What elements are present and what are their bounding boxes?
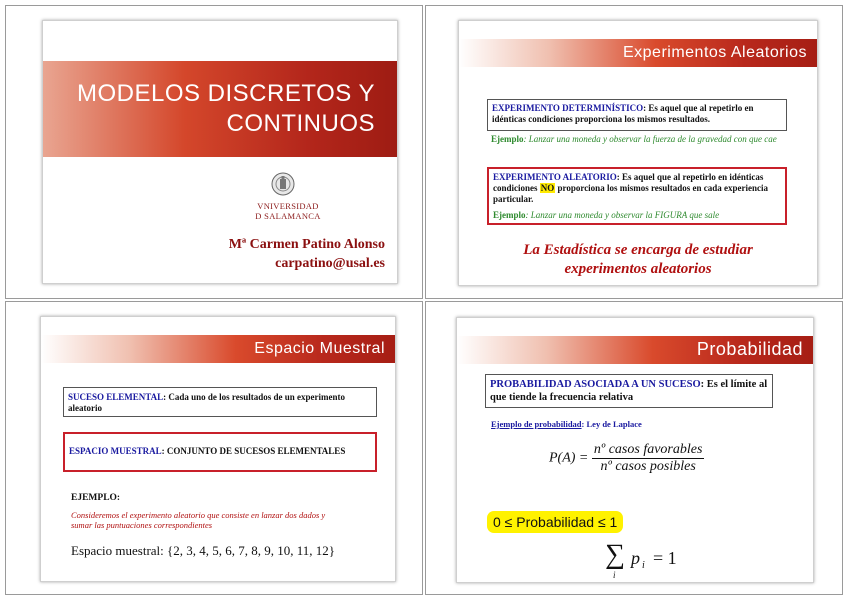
random-label: EXPERIMENTO ALEATORIO: [493, 172, 617, 182]
probabilidad-slide: [456, 317, 814, 583]
sum-subscript: i: [642, 560, 645, 571]
random-definition-box: [487, 167, 787, 225]
header-band: [459, 39, 817, 67]
title-line-1: MODELOS DISCRETOS Y: [76, 80, 375, 107]
deterministic-text: : Es aquel que al repetirlo en idénticas condiciones proporciona los mismos resultados.: [492, 103, 754, 124]
closing-statement: [479, 241, 797, 279]
deterministic-example: [491, 134, 787, 145]
author-block: [229, 235, 385, 273]
formula-numerator: nº casos favorables: [593, 442, 703, 457]
slide-panel-2: [425, 5, 843, 299]
formula-denominator: nº casos posibles: [600, 459, 696, 474]
suceso-label: SUCESO ELEMENTAL: [68, 392, 164, 402]
ejemplo-text: Consideremos el experimento aleatorio que consiste en lanzar dos dados y sumar las puntuaciones correspondientes: [71, 510, 326, 530]
formula-lhs: P(A) =: [549, 450, 589, 466]
random-example-label: Ejemplo: [493, 210, 526, 220]
espacio-muestral-slide: [40, 316, 396, 582]
probability-text: : Es el límite al que tiende la frecuencia relativa: [490, 379, 768, 403]
deterministic-example-text: : Lanzar una moneda y observar la fuerza de la gravedad con que cae: [523, 134, 777, 144]
sum-rhs: = 1: [653, 548, 677, 568]
espacio-text: : CONJUNTO DE SUCESOS ELEMENTALES: [161, 446, 346, 456]
deterministic-label: EXPERIMENTO DETERMINÍSTICO: [492, 103, 644, 113]
sum-term: p: [631, 548, 640, 568]
header-band: [41, 335, 395, 363]
ejemplo-colon: :: [116, 493, 121, 503]
probability-range: 0 ≤ Probabilidad ≤ 1: [487, 511, 623, 533]
closing-line-1: La Estadística se encarga de estudiar: [523, 242, 753, 258]
slide-panel-1: [5, 5, 423, 299]
ejemplo-heading: [71, 493, 351, 504]
slide-title: Espacio Muestral: [254, 340, 385, 357]
random-text-a: : Es aquel que al repetirlo en idénticas condiciones: [493, 172, 764, 193]
presentation-title: [77, 79, 375, 139]
university-name: [243, 201, 333, 221]
slide-panel-3: [5, 301, 423, 595]
suceso-elemental-box: [63, 387, 377, 417]
summation-icon: ∑: [605, 539, 625, 570]
slide-panel-4: [425, 301, 843, 595]
slide-title: Experimentos Aleatorios: [622, 44, 807, 61]
ejemplo-label: EJEMPLO: [71, 493, 117, 503]
university-seal-icon: [271, 171, 295, 197]
espacio-muestral-box: [63, 432, 377, 472]
formula-fraction: [592, 442, 705, 475]
closing-line-2: experimentos aleatorios: [564, 261, 712, 277]
deterministic-definition-box: [487, 99, 787, 131]
author-email: carpatino@usal.es: [275, 256, 385, 271]
title-slide: [42, 20, 398, 284]
experimentos-slide: [458, 20, 818, 286]
deterministic-example-label: Ejemplo: [491, 134, 524, 144]
sample-space-set: Espacio muestral: {2, 3, 4, 5, 6, 7, 8, 9, 10, 11, 12}: [71, 543, 336, 558]
university-line-2: D SALAMANCA: [255, 211, 321, 221]
sum-formula: [605, 540, 705, 580]
sum-index: i: [613, 570, 616, 580]
author-name: Mª Carmen Patino Alonso: [228, 237, 385, 252]
probability-definition-box: [485, 374, 773, 408]
no-highlight: NO: [540, 183, 555, 193]
laplace-label: Ejemplo de probabilidad: [491, 419, 582, 429]
laplace-example: [491, 419, 771, 430]
random-example-text: : Lanzar una moneda y observar la FIGURA que sale: [525, 210, 720, 220]
title-line-2: CONTINUOS: [226, 110, 375, 137]
suceso-text: : Cada uno de los resultados de un experimento aleatorio: [68, 392, 345, 413]
espacio-label: ESPACIO MUESTRAL: [69, 446, 162, 456]
probability-label: PROBABILIDAD ASOCIADA A UN SUCESO: [490, 379, 701, 390]
header-band: [457, 336, 813, 364]
slide-title: Probabilidad: [696, 339, 803, 359]
laplace-formula: [549, 442, 704, 475]
university-line-1: VNIVERSIDAD: [257, 201, 319, 211]
laplace-text: : Ley de Laplace: [581, 419, 642, 429]
random-text-b: proporciona los mismos resultados en cada experiencia particular.: [493, 183, 769, 204]
